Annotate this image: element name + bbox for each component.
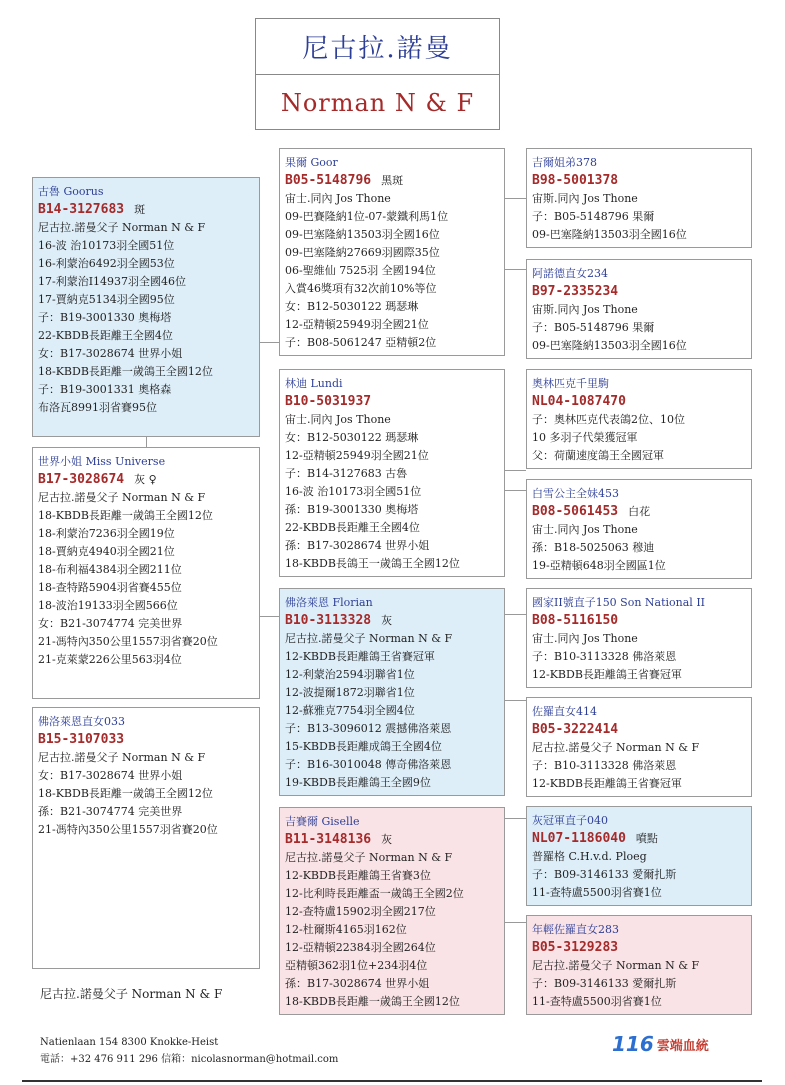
ring-number [285, 393, 504, 411]
connector-line [505, 269, 526, 270]
address-text: Natienlaan 154 8300 Knokke-Heist [40, 1037, 219, 1048]
pedigree-line: 子：B10-3113328 佛洛萊恩 [532, 759, 677, 772]
ring-number [285, 172, 504, 190]
pigeon-name: 吉爾姐弟378 [532, 156, 597, 169]
pedigree-line: 16-波 治10173羽全國51位 [285, 485, 422, 498]
connector-line [505, 470, 526, 471]
great-grandparent-card [526, 259, 752, 359]
pedigree-line: 19-KBDB長距離鴿王全國9位 [285, 776, 431, 789]
pedigree-line: 18-查特路5904羽省賽455位 [38, 581, 182, 594]
ring-number [38, 471, 259, 489]
great-grandparent-card [526, 369, 752, 469]
granddam-paternal-card [279, 369, 505, 577]
pedigree-line: 子：B05-5148796 果爾 [532, 321, 655, 334]
pedigree-line: 孫：B17-3028674 世界小姐 [285, 977, 430, 990]
pigeon-name: 佛洛萊恩直女033 [38, 715, 125, 728]
ring-number-text: B08-5116150 [532, 613, 619, 628]
pedigree-line: 09-巴賽隆納1位-07-蒙鐵利馬1位 [285, 210, 449, 223]
dam-card [32, 447, 260, 699]
sire-card [32, 177, 260, 437]
pigeon-name: 阿諾德直女234 [532, 267, 608, 280]
sibling-card [32, 707, 260, 969]
title-english: Norman N & F [280, 89, 475, 117]
pedigree-line: 子：B14-3127683 古魯 [285, 467, 408, 480]
pedigree-line: 子：B19-3001331 奧格森 [38, 383, 172, 396]
pedigree-line: 亞精頓362羽1位+234羽4位 [285, 959, 428, 972]
pedigree-line: 09-巴塞隆納13503羽全國16位 [285, 228, 440, 241]
ring-number [38, 731, 259, 749]
pedigree-line: 女：B12-5030122 瑪瑟琳 [285, 300, 419, 313]
pedigree-line: 宙斯.同內 Jos Thone [532, 192, 638, 205]
pedigree-line: 尼古拉.諾曼父子 Norman N & F [38, 221, 206, 234]
contact-text: 電話：+32 476 911 296 信箱：nicolasnorman@hotmail.com [40, 1054, 339, 1065]
pigeon-name: 國家II號直子150 Son National II [532, 596, 706, 609]
pedigree-line: 09-巴塞隆納13503羽全國16位 [532, 339, 687, 352]
ring-number [532, 721, 751, 739]
ring-number [532, 830, 751, 848]
pedigree-line: 16-波 治10173羽全國51位 [38, 239, 175, 252]
ring-number [38, 201, 259, 219]
pedigree-line: 12-波提爾1872羽聯省1位 [285, 686, 415, 699]
pedigree-line: 子：B16-3010048 傳奇佛洛萊恩 [285, 758, 452, 771]
pedigree-line: 18-KBDB長距離一歲鴿王全國12位 [38, 509, 213, 522]
ring-number [532, 172, 751, 190]
pedigree-line: 尼古拉.諾曼父子 Norman N & F [285, 632, 453, 645]
pedigree-line: 18-賈納克4940羽全國21位 [38, 545, 175, 558]
pedigree-line: 布洛瓦8991羽省賽95位 [38, 401, 157, 414]
pedigree-line: 12-KBDB長距離鴿王省賽冠軍 [532, 668, 682, 681]
pedigree-line: 06-聖維仙 7525羽 全國194位 [285, 264, 436, 277]
pedigree-line: 12-杜爾斯4165羽162位 [285, 923, 407, 936]
pedigree-line: 21-馮特內350公里1557羽省賽20位 [38, 635, 218, 648]
pedigree-line: 宙士.同內 Jos Thone [532, 632, 638, 645]
pedigree-line: 尼古拉.諾曼父子 Norman N & F [38, 491, 206, 504]
logo-text: 雲端血統 [656, 1038, 709, 1054]
pedigree-line: 子：B10-3113328 佛洛萊恩 [532, 650, 677, 663]
great-grandparent-card [526, 148, 752, 248]
great-grandparent-card [526, 806, 752, 906]
pedigree-line: 女：B12-5030122 瑪瑟琳 [285, 431, 419, 444]
ring-number-text: B05-3222414 [532, 722, 619, 737]
feather-color: 灰 ♀ [134, 473, 157, 486]
pedigree-line: 18-KBDB長距離一歲鴿王全國12位 [38, 787, 213, 800]
pedigree-line: 女：B21-3074774 完美世界 [38, 617, 183, 630]
pedigree-line: 入賞46獎項有32次前10%等位 [285, 282, 437, 295]
pedigree-line: 子：B09-3146133 愛爾扎斯 [532, 868, 677, 881]
pedigree-line: 09-巴塞隆納27669羽國際35位 [285, 246, 440, 259]
pedigree-line: 12-比利時長距離盃一歲鴿王全國2位 [285, 887, 464, 900]
pedigree-line: 17-賈納克5134羽全國95位 [38, 293, 175, 306]
pedigree-line: 12-蘇雅克7754羽全國4位 [285, 704, 415, 717]
pedigree-line: 尼古拉.諾曼父子 Norman N & F [532, 959, 700, 972]
title-box [255, 18, 500, 130]
ring-number-text: B14-3127683 [38, 202, 125, 217]
pedigree-line: 17-利蒙治I14937羽全國46位 [38, 275, 187, 288]
ring-number-text: B15-3107033 [38, 732, 125, 747]
ring-number-text: B11-3148136 [285, 832, 372, 847]
pedigree-line: 孫：B21-3074774 完美世界 [38, 805, 183, 818]
great-grandparent-card [526, 697, 752, 797]
pedigree-line: 普羅格 C.H.v.d. Ploeg [532, 850, 647, 863]
pedigree-line: 12-查特盧15902羽全國217位 [285, 905, 436, 918]
great-grandparent-card [526, 479, 752, 579]
ring-number [532, 503, 751, 521]
pedigree-line: 16-利蒙治6492羽全國53位 [38, 257, 175, 270]
pigeon-name: 吉賽爾 Giselle [285, 815, 360, 828]
pedigree-line: 10 多羽子代榮獲冠軍 [532, 431, 638, 444]
pedigree-line: 11-查特盧5500羽省賽1位 [532, 886, 662, 899]
pedigree-line: 09-巴塞隆納13503羽全國16位 [532, 228, 687, 241]
pedigree-line: 宙斯.同內 Jos Thone [532, 303, 638, 316]
connector-line [505, 614, 526, 615]
pedigree-line: 21-馮特內350公里1557羽省賽20位 [38, 823, 218, 836]
ring-number-text: NL07-1186040 [532, 831, 626, 846]
pedigree-line: 18-布利福4384羽全國211位 [38, 563, 182, 576]
pigeon-name: 佐羅直女414 [532, 705, 597, 718]
ring-number-text: B05-5148796 [285, 173, 372, 188]
pigeon-name: 果爾 Goor [285, 156, 338, 169]
ring-number-text: NL04-1087470 [532, 394, 626, 409]
pedigree-line: 15-KBDB長距離成鴿王全國4位 [285, 740, 442, 753]
connector-line [505, 922, 526, 923]
pedigree-line: 21-克萊蒙226公里563羽4位 [38, 653, 182, 666]
feather-color: 斑 [134, 203, 146, 216]
pedigree-line: 12-KBDB長距離鴿王省賽冠軍 [285, 650, 435, 663]
owner-name: 尼古拉.諾曼父子 Norman N & F [40, 987, 223, 1001]
pedigree-line: 22-KBDB長距離王全國4位 [38, 329, 173, 342]
pedigree-line: 宙士.同內 Jos Thone [285, 192, 391, 205]
connector-line [505, 490, 526, 491]
connector-line [505, 700, 526, 701]
pedigree-line: 女：B17-3028674 世界小姐 [38, 769, 183, 782]
pedigree-line: 18-利蒙治7236羽全國19位 [38, 527, 175, 540]
pedigree-line: 子：B08-5061247 亞精頓2位 [285, 336, 437, 349]
pedigree-line: 18-KBDB長距離一歲鴿王全國12位 [285, 995, 460, 1008]
pigeon-name: 灰冠軍直子040 [532, 814, 608, 827]
pedigree-line: 宙士.同內 Jos Thone [532, 523, 638, 536]
pedigree-line: 11-查特盧5500羽省賽1位 [532, 995, 662, 1008]
pedigree-line: 12-KBDB長距離鴿王省賽3位 [285, 869, 431, 882]
pedigree-line: 子：B13-3096012 震撼佛洛萊恩 [285, 722, 452, 735]
pedigree-line: 女：B17-3028674 世界小姐 [38, 347, 183, 360]
pigeon-name: 年輕佐羅直女283 [532, 923, 619, 936]
feather-color: 灰 [381, 614, 393, 627]
pedigree-line: 18-KBDB長距離一歲鴿王全國12位 [38, 365, 213, 378]
footer-divider [22, 1080, 762, 1082]
connector-line [146, 437, 147, 447]
pigeon-name: 古魯 Goorus [38, 185, 104, 198]
pedigree-line: 子：奧林匹克代表鴿2位、10位 [532, 413, 685, 426]
ring-number [532, 612, 751, 630]
pedigree-line: 尼古拉.諾曼父子 Norman N & F [285, 851, 453, 864]
grandsire-paternal-card [279, 148, 505, 356]
ring-number-text: B17-3028674 [38, 472, 125, 487]
pedigree-line: 孫：B19-3001330 奧梅塔 [285, 503, 419, 516]
pedigree-line: 12-亞精頓22384羽全國264位 [285, 941, 436, 954]
contact-block [40, 1034, 338, 1068]
pedigree-line: 宙士.同內 Jos Thone [285, 413, 391, 426]
pedigree-line: 孫：B17-3028674 世界小姐 [285, 539, 430, 552]
ring-number [532, 283, 751, 301]
pedigree-line: 12-利蒙治2594羽聯省1位 [285, 668, 415, 681]
ring-number-text: B08-5061453 [532, 504, 619, 519]
pigeon-name: 白雪公主全妹453 [532, 487, 619, 500]
pedigree-line: 22-KBDB長距離王全國4位 [285, 521, 420, 534]
pedigree-line: 19-亞精頓648羽全國區1位 [532, 559, 666, 572]
feather-color: 灰 [381, 833, 393, 846]
pedigree-line: 子：B05-5148796 果爾 [532, 210, 655, 223]
ring-number [532, 939, 751, 957]
title-chinese: 尼古拉.諾曼 [256, 19, 499, 75]
ring-number-text: B97-2335234 [532, 284, 619, 299]
pigeon-name: 佛洛萊恩 Florian [285, 596, 373, 609]
pedigree-line: 尼古拉.諾曼父子 Norman N & F [532, 741, 700, 754]
ring-number [285, 612, 504, 630]
pigeon-name: 奧林匹克千里駒 [532, 377, 609, 390]
granddam-maternal-card [279, 807, 505, 1015]
ring-number-text: B10-3113328 [285, 613, 372, 628]
pedigree-line: 父：荷蘭速度鴿王全國冠軍 [532, 449, 664, 462]
connector-line [260, 616, 279, 617]
grandsire-maternal-card [279, 588, 505, 796]
ring-number-text: B10-5031937 [285, 394, 372, 409]
pedigree-line: 孫：B18-5025063 穆迪 [532, 541, 655, 554]
pigeon-name: 林迪 Lundi [285, 377, 343, 390]
ring-number [285, 831, 504, 849]
feather-color: 黑斑 [381, 174, 404, 187]
pedigree-line: 子：B09-3146133 愛爾扎斯 [532, 977, 677, 990]
great-grandparent-card [526, 588, 752, 688]
ring-number [532, 393, 751, 411]
pedigree-line: 12-KBDB長距離鴿王省賽冠軍 [532, 777, 682, 790]
logo [612, 1032, 709, 1056]
feather-color: 白花 [628, 505, 651, 518]
pedigree-line: 12-亞精頓25949羽全國21位 [285, 449, 429, 462]
feather-color: 噴點 [635, 832, 658, 845]
connector-line [505, 818, 526, 819]
ring-number-text: B98-5001378 [532, 173, 619, 188]
pedigree-line: 子：B19-3001330 奧梅塔 [38, 311, 172, 324]
pedigree-line: 12-亞精頓25949羽全國21位 [285, 318, 429, 331]
logo-number: 116 [612, 1032, 654, 1056]
ring-number-text: B05-3129283 [532, 940, 619, 955]
connector-line [505, 198, 526, 199]
pedigree-line: 尼古拉.諾曼父子 Norman N & F [38, 751, 206, 764]
pigeon-name: 世界小姐 Miss Universe [38, 455, 166, 468]
connector-line [260, 342, 279, 343]
pedigree-line: 18-KBDB長鴿王一歲鴿王全國12位 [285, 557, 460, 570]
pedigree-line: 18-波治19133羽全國566位 [38, 599, 178, 612]
great-grandparent-card [526, 915, 752, 1015]
